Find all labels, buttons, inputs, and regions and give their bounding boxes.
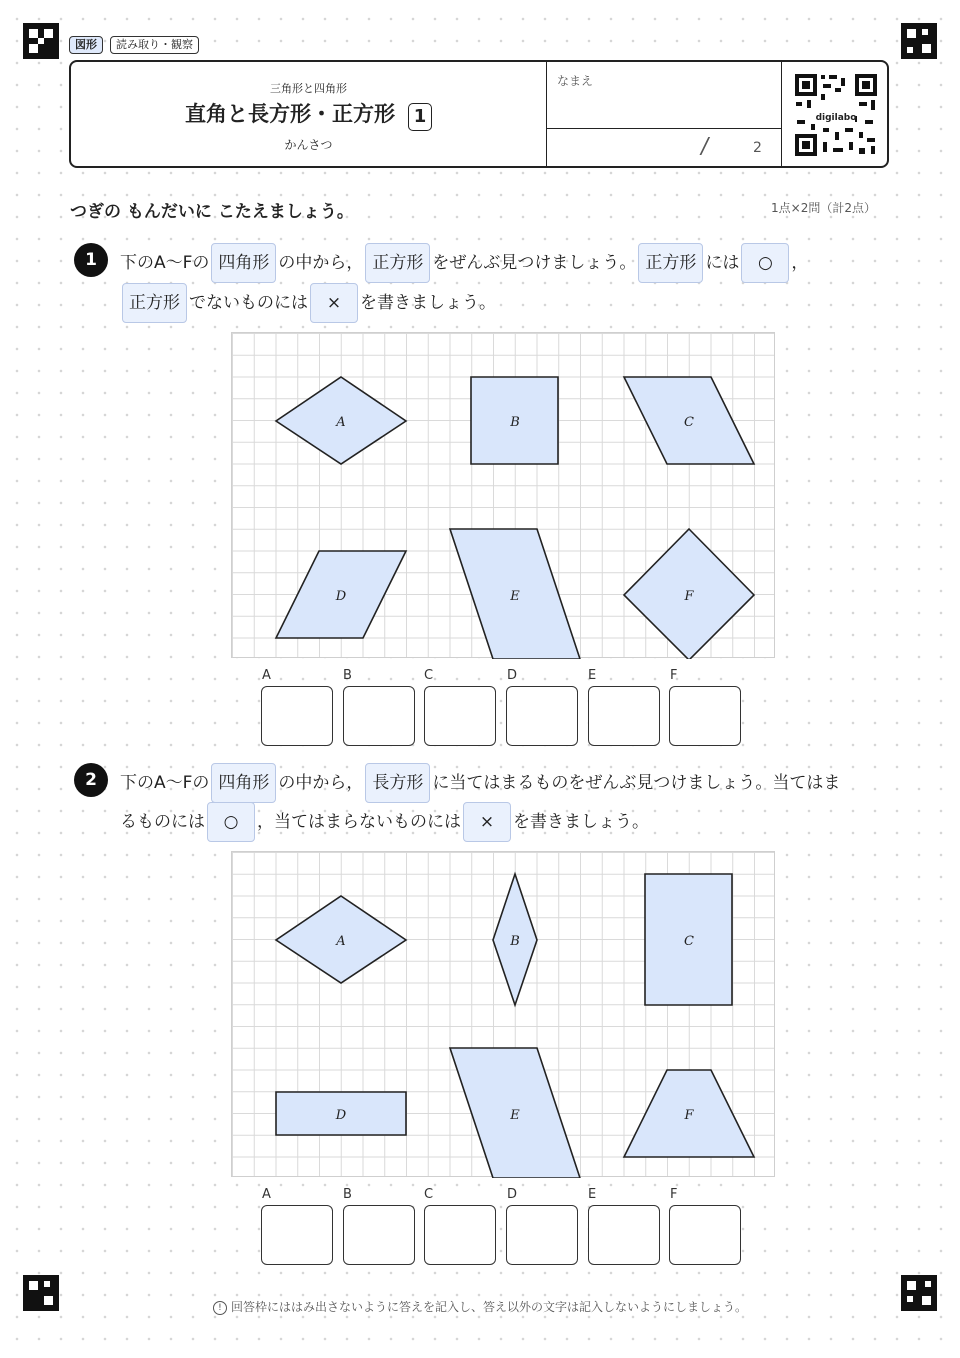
answer-box-q2-c[interactable]: [424, 1205, 496, 1265]
q1-keyword-shape: 四角形: [211, 243, 276, 283]
question-1-line-1: [120, 243, 808, 283]
answer-label: A: [262, 1187, 271, 1202]
shape-label: B: [510, 415, 520, 430]
shape-label: D: [335, 589, 347, 604]
q2-keyword-target: 長方形: [365, 763, 430, 803]
category-tag: 図形: [69, 36, 103, 54]
answer-label: B: [343, 1187, 352, 1202]
divider: [781, 62, 782, 166]
corner-marker-top-right: [901, 23, 937, 59]
info-icon: !: [213, 1301, 227, 1315]
answer-label: C: [424, 668, 434, 683]
qr-code: [793, 72, 879, 158]
score-slash: /: [698, 134, 711, 159]
footer-note: [0, 1298, 960, 1315]
circle-symbol: ○: [741, 243, 789, 283]
answer-label: E: [588, 1187, 597, 1202]
name-label: なまえ: [557, 74, 594, 88]
shape-label: F: [684, 1108, 694, 1123]
title-number: 1: [408, 103, 432, 131]
shape-label: E: [510, 589, 520, 604]
corner-marker-top-left: [23, 23, 59, 59]
question-number-1: 1: [74, 243, 108, 277]
answer-label: E: [588, 668, 597, 683]
q1-text: には: [705, 253, 740, 273]
answer-label: B: [343, 668, 352, 683]
shape-label: A: [336, 415, 346, 430]
question-2-line-1: [120, 763, 840, 803]
answer-box-q2-d[interactable]: [506, 1205, 578, 1265]
subtitle: かんさつ: [284, 138, 333, 152]
shape-label: A: [336, 934, 346, 949]
answer-box-q2-b[interactable]: [343, 1205, 415, 1265]
title-row: [71, 98, 546, 131]
q2-text: を書きましょう。: [513, 812, 649, 832]
answer-box-q2-a[interactable]: [261, 1205, 333, 1265]
page-title: 直角と長方形・正方形: [184, 102, 395, 126]
answer-box-q2-e[interactable]: [588, 1205, 660, 1265]
answer-box-q1-a[interactable]: [261, 686, 333, 746]
question-2-line-2: [120, 802, 649, 842]
q1-text: の中から，: [278, 253, 364, 273]
divider: [546, 128, 781, 129]
answer-label: F: [670, 1187, 678, 1202]
supertitle: 三角形と四角形: [270, 82, 347, 95]
question-number-2: 2: [74, 763, 108, 797]
q1-text: ，: [791, 253, 809, 273]
answer-box-q1-e[interactable]: [588, 686, 660, 746]
shape-label: E: [510, 1108, 520, 1123]
score-total: 2: [753, 140, 762, 156]
q1-keyword-target: 正方形: [365, 243, 430, 283]
answer-label: A: [262, 668, 271, 683]
shape-label: D: [335, 1108, 347, 1123]
q2-text: 下のA～Fの: [120, 773, 210, 793]
divider: [546, 62, 547, 166]
footer-text: 回答枠にははみ出さないように答えを記入し、答え以外の文字は記入しないようにしましょう。: [230, 1300, 747, 1314]
cross-symbol: ×: [310, 283, 358, 323]
answer-label: F: [670, 668, 678, 683]
q1-text: でないものには: [189, 293, 308, 313]
question-2-figure-grid: [231, 851, 775, 1177]
shape-label: B: [510, 934, 520, 949]
answer-box-q1-c[interactable]: [424, 686, 496, 746]
q2-text: るものには: [120, 812, 205, 832]
q2-keyword-shape: 四角形: [211, 763, 276, 803]
instruction: つぎの もんだいに こたえましょう。: [70, 202, 354, 222]
cross-symbol: ×: [463, 802, 511, 842]
answer-label: C: [424, 1187, 434, 1202]
q1-text: 下のA～Fの: [120, 253, 210, 273]
worksheet-header: [69, 60, 889, 168]
answer-box-q2-f[interactable]: [669, 1205, 741, 1265]
answer-box-q1-d[interactable]: [506, 686, 578, 746]
q2-text: の中から，: [278, 773, 364, 793]
q1-text: を書きましょう。: [360, 293, 496, 313]
shape-label: C: [684, 934, 694, 949]
points-info: 1点×2問（計2点）: [771, 201, 876, 215]
answer-box-q1-b[interactable]: [343, 686, 415, 746]
answer-label: D: [507, 668, 518, 683]
q2-text: ，当てはまらないものには: [257, 812, 461, 832]
q2-text: に当てはまるものをぜんぶ見つけましょう。当てはま: [432, 773, 841, 793]
q1-text: をぜんぶ見つけましょう。: [432, 253, 637, 273]
shape-label: C: [684, 415, 694, 430]
question-1-line-2: [120, 283, 496, 323]
q1-keyword-target: 正方形: [122, 283, 187, 323]
answer-label: D: [507, 1187, 518, 1202]
question-1-figure-grid: [231, 332, 775, 658]
circle-symbol: ○: [207, 802, 255, 842]
q1-keyword-target: 正方形: [638, 243, 703, 283]
name-field[interactable]: [557, 82, 773, 124]
shape-label: F: [684, 589, 694, 604]
answer-box-q1-f[interactable]: [669, 686, 741, 746]
qr-label: digilabo: [815, 113, 857, 123]
skill-tag: 読み取り・観察: [110, 36, 199, 54]
